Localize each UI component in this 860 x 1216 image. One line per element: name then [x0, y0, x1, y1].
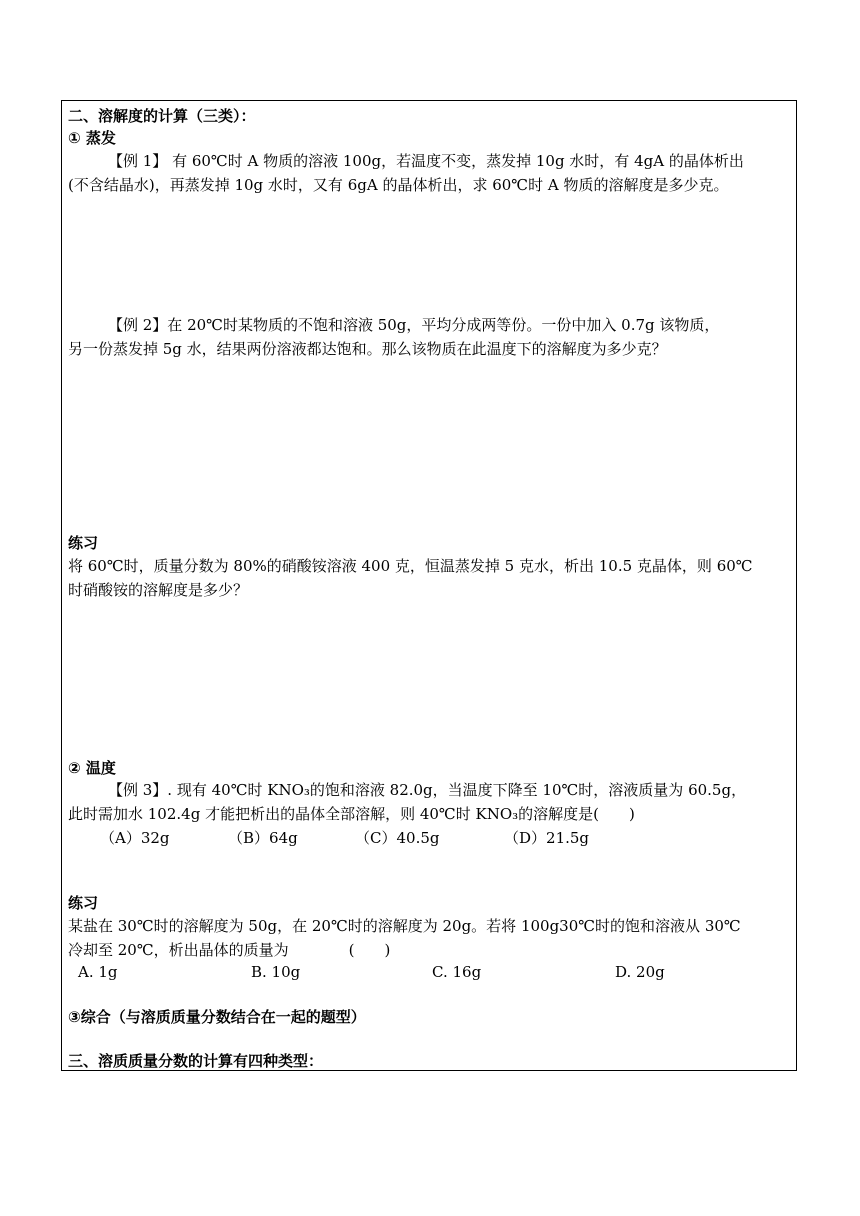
example3-text-line1: 【例 3】. 现有 40℃时 KNO₃的饱和溶液 82.0g，当温度下降至 10℃时，溶液质量为 60.5g， [108, 781, 747, 799]
practice2-option-d: D. 20g [615, 963, 665, 981]
example2-text-line2: 另一份蒸发掉 5g 水，结果两份溶液都达饱和。那么该物质在此温度下的溶解度为多少克？ [68, 340, 667, 358]
practice-title-2: 练习 [68, 894, 99, 912]
example3-option-a: （A）32g [100, 829, 170, 847]
practice1-text-line2: 时硝酸铵的溶解度是多少？ [68, 581, 249, 599]
section-heading-2: 二、溶解度的计算（三类）： [68, 107, 256, 125]
part-title-evaporation: ① 蒸发 [68, 129, 116, 147]
example3-text-line2: 此时需加水 102.4g 才能把析出的晶体全部溶解，则 40℃时 KNO₃的溶解度是( ) [68, 805, 635, 823]
part-title-temperature: ② 温度 [68, 759, 116, 777]
practice-title-1: 练习 [68, 534, 99, 552]
practice2-option-a: A. 1g [78, 963, 118, 981]
example2-text-line1: 【例 2】在 20℃时某物质的不饱和溶液 50g，平均分成两等份。一份中加入 0.7g 该物质， [108, 316, 720, 334]
example1-text-line1: 【例 1】 有 60℃时 A 物质的溶液 100g，若温度不变，蒸发掉 10g 水时，有 4gA 的晶体析出 [108, 152, 744, 170]
practice2-text-line2: 冷却至 20℃，析出晶体的质量为 ( ) [68, 941, 391, 959]
section-heading-3: 三、溶质质量分数的计算有四种类型： [68, 1052, 324, 1070]
practice2-option-c: C. 16g [432, 963, 482, 981]
example3-option-b: （B）64g [228, 829, 298, 847]
example3-option-d: （D）21.5g [504, 829, 590, 847]
practice2-option-b: B. 10g [251, 963, 301, 981]
example3-option-c: （C）40.5g [355, 829, 440, 847]
practice1-text-line1: 将 60℃时，质量分数为 80%的硝酸铵溶液 400 克，恒温蒸发掉 5 克水，析出 10.5 克晶体，则 60℃ [68, 557, 753, 575]
example1-text-line2: (不含结晶水)，再蒸发掉 10g 水时，又有 6gA 的晶体析出，求 60℃时 A 物质的溶解度是多少克。 [68, 176, 729, 194]
part-title-comprehensive: ③综合（与溶质质量分数结合在一起的题型） [68, 1008, 366, 1026]
practice2-text-line1: 某盐在 30℃时的溶解度为 50g，在 20℃时的溶解度为 20g。若将 100g30℃时的饱和溶液从 30℃ [68, 917, 741, 935]
